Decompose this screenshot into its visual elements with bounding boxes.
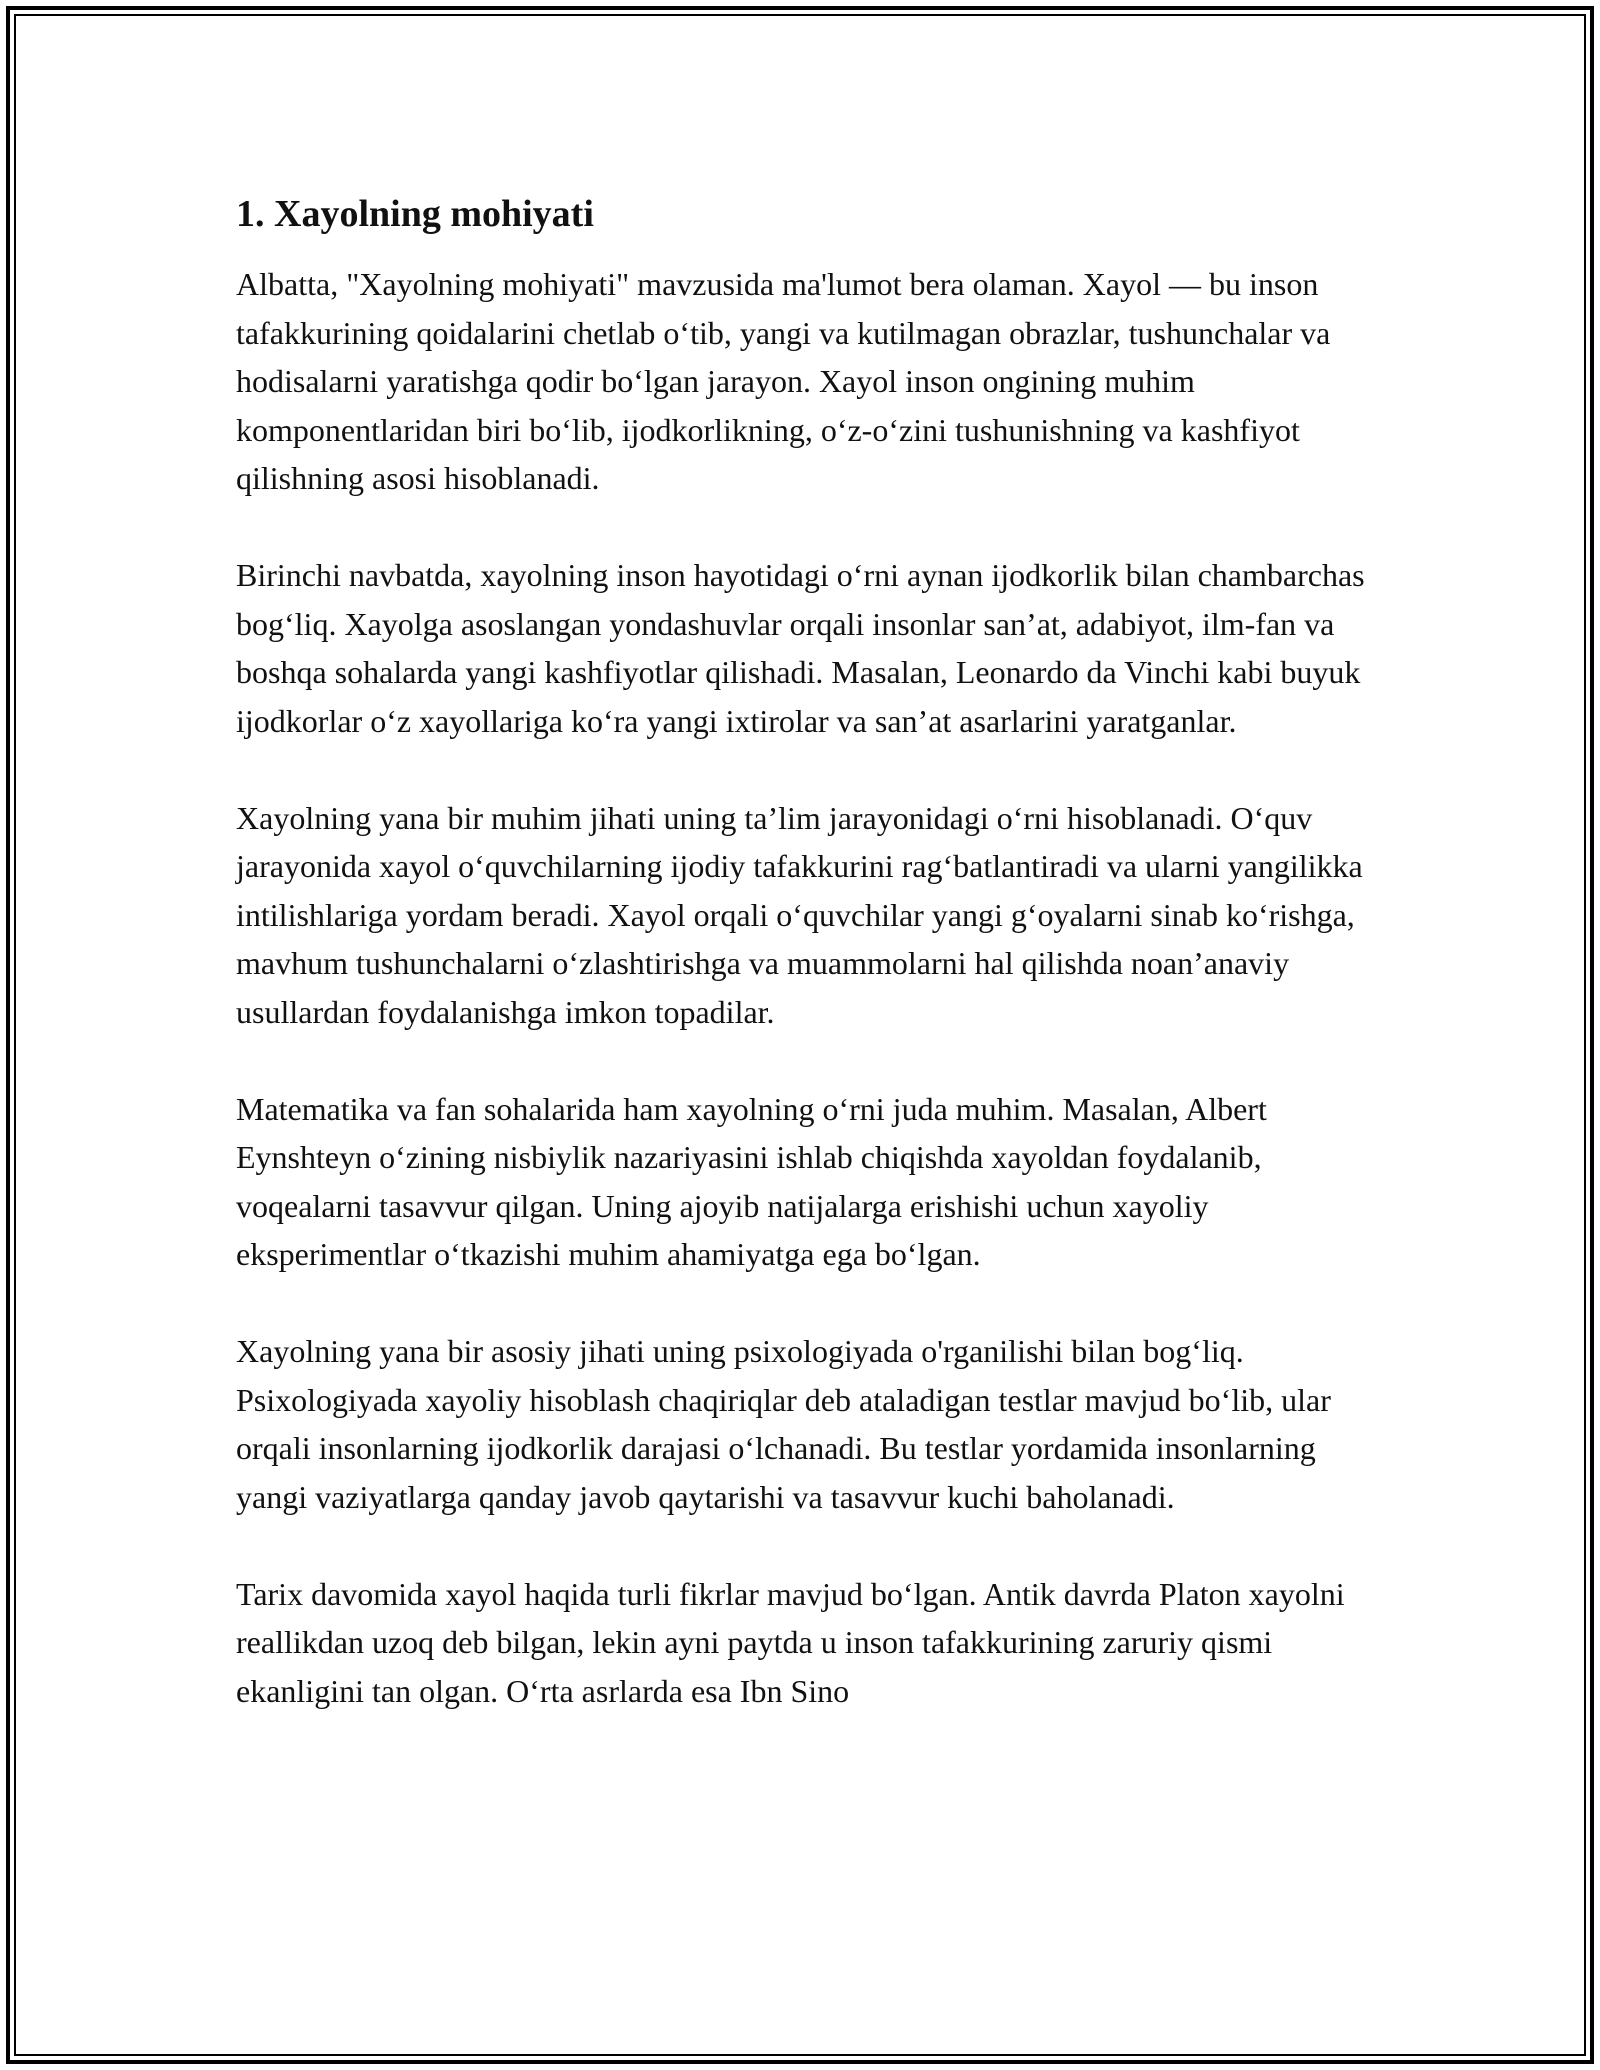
paragraph-1: Albatta, "Xayolning mohiyati" mavzusida ma'lumot bera olaman. Xayol — bu inson tafakkurining qoidalarini chetlab oʻtib, yangi va kutilmagan obrazlar, tushunchalar va hodisalarni yaratishga qodir boʻlgan jarayon. Xayol inson ongining muhim komponentlaridan biri boʻlib, ijodkorlikning, oʻz-oʻzini tushunishning va kashfiyot qilishning asosi hisoblanadi. (236, 266, 1331, 496)
section-heading: 1. Xayolning mohiyati (236, 193, 594, 235)
paragraph-6: Tarix davomida xayol haqida turli fikrlar mavjud boʻlgan. Antik davrda Platon xayolni reallikdan uzoq deb bilgan, lekin ayni paytda u inson tafakkurining zaruriy qismi ekanligini tan olgan. Oʻrta asrlarda esa Ibn Sino (236, 1575, 1345, 1709)
document-page (236, 190, 1386, 1764)
paragraph-4: Matematika va fan sohalarida ham xayolning oʻrni juda muhim. Masalan, Albert Eynshteyn oʻzining nisbiylik nazariyasini ishlab chiqishda xayoldan foydalanib, voqealarni tasavvur qilgan. Uning ajoyib natijalarga erishishi uchun xayoliy eksperimentlar oʻtkazishi muhim ahamiyatga ega boʻlgan. (236, 1090, 1267, 1272)
paragraph-2: Birinchi navbatda, xayolning inson hayotidagi oʻrni aynan ijodkorlik bilan chambarchas bogʻliq. Xayolga asoslangan yondashuvlar orqali insonlar san’at, adabiyot, ilm-fan va boshqa sohalarda yangi kashfiyotlar qilishadi. Masalan, Leonardo da Vinchi kabi buyuk ijodkorlar oʻz xayollariga koʻra yangi ixtirolar va san’at asarlarini yaratganlar. (236, 557, 1365, 739)
paragraph-5: Xayolning yana bir asosiy jihati uning psixologiyada o'rganilishi bilan bogʻliq. Psixologiyada xayoliy hisoblash chaqiriqlar deb ataladigan testlar mavjud boʻlib, ular orqali insonlarning ijodkorlik darajasi oʻlchanadi. Bu testlar yordamida insonlarning yangi vaziyatlarga qanday javob qaytarishi va tasavvur kuchi baholanadi. (236, 1333, 1331, 1515)
paragraph-3: Xayolning yana bir muhim jihati uning ta’lim jarayonidagi oʻrni hisoblanadi. Oʻquv jarayonida xayol oʻquvchilarning ijodiy tafakkurini ragʻbatlantiradi va ularni yangilikka intilishlariga yordam beradi. Xayol orqali oʻquvchilar yangi gʻoyalarni sinab koʻrishga, mavhum tushunchalarni oʻzlashtirishga va muammolarni hal qilishda noan’anaviy usullardan foydalanishga imkon topadilar. (236, 799, 1363, 1030)
